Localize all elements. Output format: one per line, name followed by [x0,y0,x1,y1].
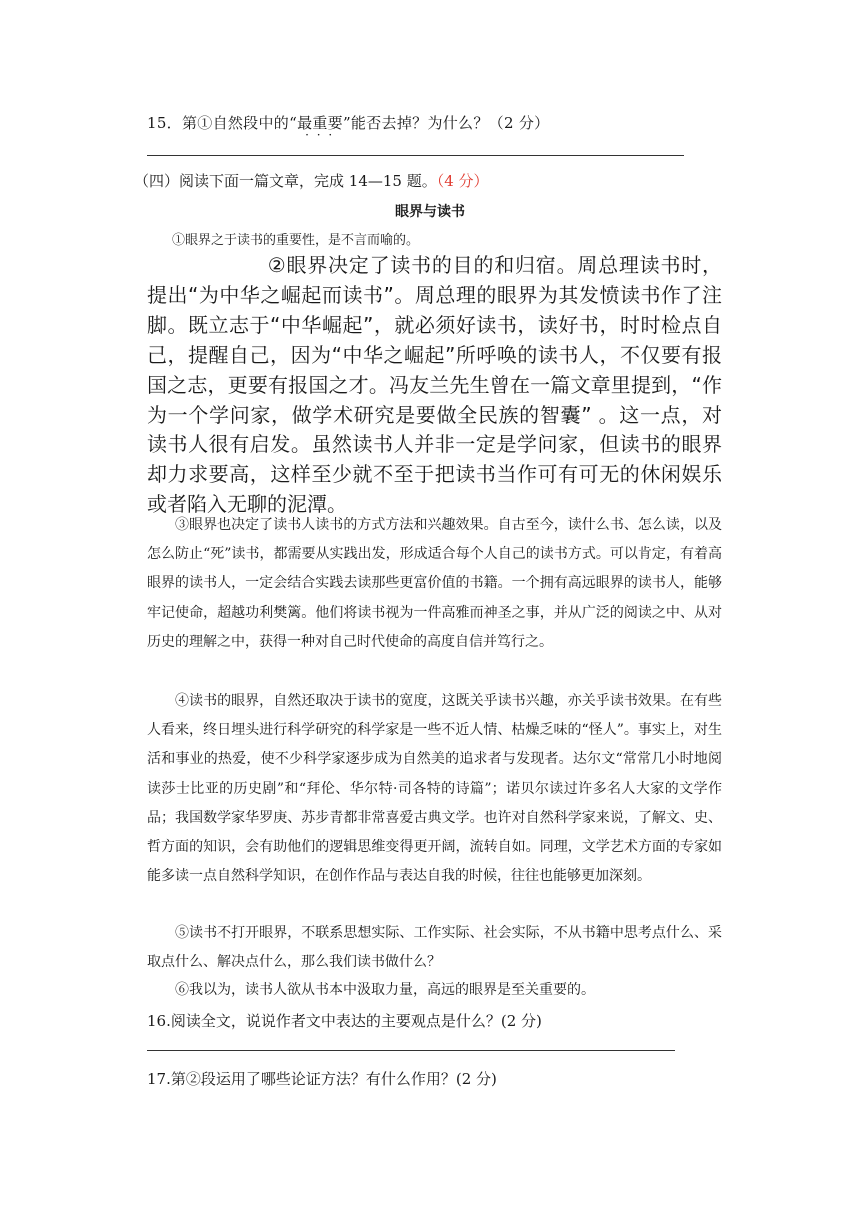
paragraph-4 [147,687,722,891]
section-heading [134,170,489,191]
paragraph-2-text: ②眼界决定了读书的目的和归宿。周总理读书时，提出“为中华之崛起而读书”。周总理的眼界为其发愤读书作了注脚。既立志于“中华崛起”，就必须好读书，读好书，时时检点自己，提醒自己，因为“中华之崛起”所呼唤的读书人，不仅要有报国之志，更要有报国之才。冯友兰先生曾在一篇文章里提到，“作为一个学问家，做学术研究是要做全民族的智囊” 。这一点，对读书人很有启发。虽然读书人并非一定是学问家，但读书的眼界却力求要高，这样至少就不至于把读书当作可有可无的休闲娱乐或者陷入无聊的泥潭。 [147,253,722,517]
article-title: 眼界与读书 [395,204,465,220]
section-score: （4 分） [436,172,489,190]
question-17: 17.第②段运用了哪些论证方法？有什么作用？(2 分) [147,1070,497,1088]
question-15 [147,112,549,133]
paragraph-2 [147,251,722,520]
paragraph-1: ①眼界之于读书的重要性，是不言而喻的。 [172,233,420,248]
question-16: 16.阅读全文，说说作者文中表达的主要观点是什么？(2 分) [147,1012,542,1030]
paragraph-6-text: ⑥我以为，读书人欲从书本中汲取力量，高远的眼界是至关重要的。 [175,982,595,998]
paragraph-6 [147,976,722,1005]
question-15-text-pre: 15．第①自然段中的“ [147,114,298,132]
answer-line-16 [147,1050,675,1051]
section-label: （四）阅读下面一篇文章，完成 14—15 题。 [134,172,437,190]
question-15-text-post: ”能否去掉？为什么？（2 分） [342,114,550,132]
paragraph-5-text: ⑤读书不打开眼界，不联系思想实际、工作实际、社会实际，不从书籍中思考点什么、采取点什么、解决点什么，那么我们读书做什么？ [147,925,722,971]
paragraph-3 [147,511,722,657]
answer-line-15 [147,155,684,156]
paragraph-4-text: ④读书的眼界，自然还取决于读书的宽度，这既关乎读书兴趣，亦关乎读书效果。在有些人看来，终日埋头进行科学研究的科学家是一些不近人情、枯燥乏味的“怪人”。事实上，对生活和事业的热爱，使不少科学家逐步成为自然美的追求者与发现者。达尔文“常常几小时地阅读莎士比亚的历史剧”和“拜伦、华尔特·司各特的诗篇”；诺贝尔读过许多名人大家的文学作品；我国数学家华罗庚、苏步青都非常喜爱古典文学。也许对自然科学家来说，了解文、史、哲方面的知识，会有助他们的逻辑思维变得更开阔，流转自如。同理，文学艺术方面的专家如能多读一点自然科学知识，在创作作品与表达自我的时候，往往也能够更加深刻。 [147,693,722,885]
paragraph-3-text: ③眼界也决定了读书人读书的方式方法和兴趣效果。自古至今，读什么书、怎么读，以及怎么防止“死”读书，都需要从实践出发，形成适合每个人自己的读书方式。可以肯定，有着高眼界的读书人，一定会结合实践去读那些更富价值的书籍。一个拥有高远眼界的读书人，能够牢记使命，超越功利樊篱。他们将读书视为一件高雅而神圣之事，并从广泛的阅读之中、从对历史的理解之中，获得一种对自己时代使命的高度自信并笃行之。 [147,517,722,650]
question-15-emphasis: 最重要 · · · [297,114,343,132]
paragraph-5 [147,919,722,977]
